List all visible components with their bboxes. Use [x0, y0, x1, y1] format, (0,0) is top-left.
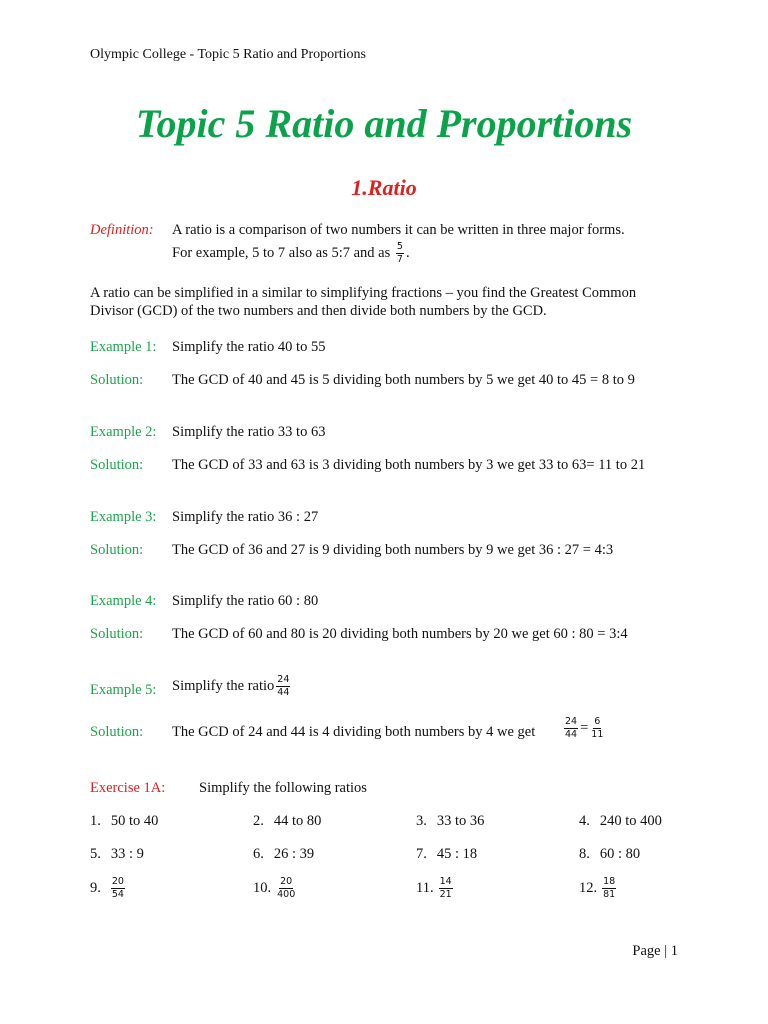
example-2-label: Example 2:: [90, 424, 157, 440]
example-5-label: Example 5:: [90, 682, 157, 698]
example-2-solution-label: Solution:: [90, 457, 144, 473]
example-5-solution: The GCD of 24 and 44 is 4 dividing both numbers by 4 we get: [172, 724, 536, 740]
fraction-numerator: 14: [439, 876, 452, 887]
fraction-denominator: 54: [111, 888, 124, 900]
fraction-24-44: [564, 717, 578, 740]
fraction-6-11: [590, 717, 604, 740]
example-1-problem: Simplify the ratio 40 to 55: [172, 339, 326, 355]
item-number: 11.: [416, 879, 434, 896]
exercise-item: [416, 846, 477, 863]
item-value: 33 : 9: [110, 846, 144, 862]
exercise-item: [416, 877, 455, 900]
exercise-item: [416, 813, 484, 830]
fraction-5-7: [396, 242, 404, 265]
example-5-answer: [562, 717, 606, 740]
exercise-item: [253, 877, 298, 900]
example-3-problem: Simplify the ratio 36 : 27: [172, 509, 319, 525]
item-value: 45 : 18: [436, 846, 478, 862]
example-4-label: Example 4:: [90, 593, 157, 609]
intro-line-1: A ratio can be simplified in a similar to simplifying fractions – you find the Greatest Common: [90, 285, 637, 301]
section-heading: [0, 175, 768, 201]
fraction-denominator: 11: [591, 728, 604, 740]
fraction: [111, 877, 125, 900]
definition-label: Definition:: [90, 222, 154, 238]
fraction-numerator: 24: [277, 674, 290, 685]
fraction: [439, 877, 453, 900]
item-value: 50 to 40: [110, 813, 159, 829]
fraction-24-44: [276, 675, 290, 698]
example-1-solution: The GCD of 40 and 45 is 5 dividing both numbers by 5 we get 40 to 45 = 8 to 9: [172, 372, 635, 388]
exercise-item: [579, 846, 640, 863]
item-number: 4.: [579, 813, 590, 829]
page-footer: Page | 1: [632, 943, 678, 959]
exercise-item: [253, 846, 314, 863]
example-5-problem-text: Simplify the ratio: [172, 677, 275, 694]
item-number: 2.: [253, 813, 264, 829]
fraction-denominator: 21: [439, 888, 452, 900]
equals-sign: =: [580, 719, 589, 736]
definition-period: .: [405, 244, 410, 261]
fraction-numerator: 6: [594, 716, 601, 727]
exercise-item: [90, 877, 127, 900]
fraction-numerator: 20: [280, 876, 293, 887]
item-number: 1.: [90, 813, 101, 829]
example-2-solution: The GCD of 33 and 63 is 3 dividing both numbers by 3 we get 33 to 63= 11 to 21: [172, 457, 646, 473]
exercise-label: Exercise 1A:: [90, 780, 166, 796]
item-number: 3.: [416, 813, 427, 829]
item-number: 9.: [90, 879, 101, 896]
item-value: 26 : 39: [273, 846, 315, 862]
definition-line-2-text: For example, 5 to 7 also as 5:7 and as: [172, 244, 391, 261]
example-4-problem: Simplify the ratio 60 : 80: [172, 593, 319, 609]
fraction: [276, 877, 296, 900]
item-number: 12.: [579, 879, 598, 896]
item-number: 7.: [416, 846, 427, 862]
exercise-item: [253, 813, 321, 830]
exercise-item: [90, 813, 158, 830]
fraction-denominator: 7: [396, 253, 403, 265]
example-4-solution-label: Solution:: [90, 626, 144, 642]
section-label: Ratio: [367, 175, 417, 200]
example-3-solution-label: Solution:: [90, 542, 144, 558]
fraction-numerator: 18: [603, 876, 616, 887]
example-1-label: Example 1:: [90, 339, 157, 355]
page-title: Topic 5 Ratio and Proportions: [135, 101, 633, 146]
fraction-denominator: 44: [565, 728, 578, 740]
item-number: 10.: [253, 879, 272, 896]
intro-line-2: Divisor (GCD) of the two numbers and then divide both numbers by the GCD.: [90, 303, 547, 319]
fraction-denominator: 400: [277, 888, 296, 900]
example-1-solution-label: Solution:: [90, 372, 144, 388]
example-2-problem: Simplify the ratio 33 to 63: [172, 424, 326, 440]
fraction-denominator: 44: [277, 686, 290, 698]
example-3-solution: The GCD of 36 and 27 is 9 dividing both numbers by 9 we get 36 : 27 = 4:3: [172, 542, 614, 558]
section-number: 1.: [351, 175, 368, 200]
definition-line-2: [172, 242, 410, 265]
item-number: 5.: [90, 846, 101, 862]
exercise-item: [579, 813, 662, 830]
item-value: 44 to 80: [273, 813, 322, 829]
example-5-problem: [172, 675, 292, 698]
fraction-numerator: 24: [565, 716, 578, 727]
fraction-numerator: 20: [111, 876, 124, 887]
example-5-solution-label: Solution:: [90, 724, 144, 740]
example-4-solution: The GCD of 60 and 80 is 20 dividing both numbers by 20 we get 60 : 80 = 3:4: [172, 626, 628, 642]
item-value: 60 : 80: [599, 846, 641, 862]
item-value: 240 to 400: [599, 813, 662, 829]
item-number: 8.: [579, 846, 590, 862]
definition-line-1: A ratio is a comparison of two numbers it can be written in three major forms.: [172, 222, 625, 238]
example-3-label: Example 3:: [90, 509, 157, 525]
fraction-numerator: 5: [396, 241, 403, 252]
exercise-item: [90, 846, 144, 863]
page-header: Olympic College - Topic 5 Ratio and Proportions: [90, 47, 367, 62]
item-value: 33 to 36: [436, 813, 485, 829]
fraction: [602, 877, 616, 900]
item-number: 6.: [253, 846, 264, 862]
exercise-instruction: Simplify the following ratios: [199, 780, 367, 796]
fraction-denominator: 81: [603, 888, 616, 900]
exercise-item: [579, 877, 618, 900]
